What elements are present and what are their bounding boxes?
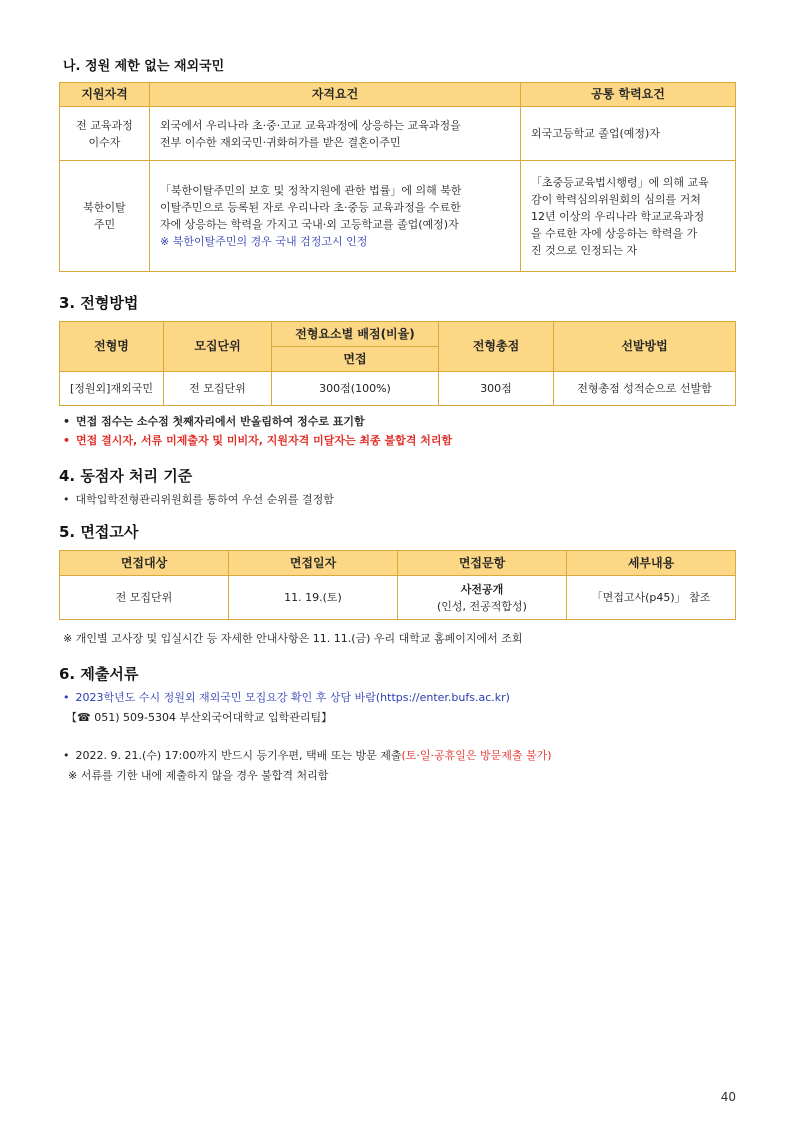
col-header-date: 면접일자	[229, 551, 398, 576]
selection-method-table	[59, 321, 736, 406]
col-header-items: 면접문항	[398, 551, 567, 576]
cell-interview: 300점(100%)	[272, 372, 439, 406]
table-row	[60, 161, 736, 272]
table-row	[60, 576, 736, 620]
col-header-requirement: 자격요건	[150, 83, 521, 107]
education-cell: 외국고등학교 졸업(예정)자	[521, 107, 736, 161]
bullet-item-warning: • 면접 결시자, 서류 미제출자 및 미비자, 지원자격 미달자는 최종 불합격 처리함	[63, 432, 452, 448]
cell-total: 300점	[439, 372, 554, 406]
qualification-table	[59, 82, 736, 272]
contact-line: 【☎ 051) 509-5304 부산외국어대학교 입학관리팀】	[66, 711, 333, 724]
col-header-name: 전형명	[60, 322, 164, 372]
col-header-unit: 모집단위	[164, 322, 272, 372]
bullet-item: • 대학입학전형관리위원회를 통하여 우선 순위를 결정함	[63, 491, 334, 507]
section-title: 6. 제출서류	[59, 665, 139, 683]
cell-method: 전형총점 성적순으로 선발함	[554, 372, 736, 406]
section-title: 4. 동점자 처리 기준	[59, 467, 193, 485]
subsection-title: 나. 정원 제한 없는 재외국민	[63, 59, 225, 74]
cell-items: 사전공개 (인성, 전공적합성)	[398, 576, 567, 620]
requirement-note: ※ 북한이탈주민의 경우 국내 검정고시 인정	[160, 235, 368, 248]
bullet-item-deadline: • 2022. 9. 21.(수) 17:00까지 반드시 등기우편, 택배 또는 방문 제출(토·일·공휴일은 방문제출 불가)	[63, 747, 552, 763]
col-header-method: 선발방법	[554, 322, 736, 372]
col-header-qualification: 지원자격	[60, 83, 150, 107]
col-header-education: 공통 학력요건	[521, 83, 736, 107]
deadline-exception: (토·일·공휴일은 방문제출 불가)	[401, 749, 552, 762]
cell-name: [정원외]재외국민	[60, 372, 164, 406]
section-title: 5. 면접고사	[59, 523, 139, 541]
bullet-item: • 면접 점수는 소수점 첫째자리에서 반올림하여 정수로 표기함	[63, 413, 365, 429]
col-header-detail: 세부내용	[567, 551, 736, 576]
page-number: 40	[720, 1090, 736, 1104]
qualification-cell: 북한이탈 주민	[60, 161, 150, 272]
table-row	[60, 107, 736, 161]
col-header-ratio: 전형요소별 배점(비율)	[272, 322, 439, 347]
cell-target: 전 모집단위	[60, 576, 229, 620]
requirement-cell: 「북한이탈주민의 보호 및 정착지원에 관한 법률」에 의해 북한 이탈주민으로 등록된 자로 우리나라 초·중등 교육과정을 수료한 자에 상응하는 학력을 가지고 국내·외 고등학교를 졸업(예정)자 ※ 북한이탈주민의 경우 국내 검정고시 인정	[150, 161, 521, 272]
cell-unit: 전 모집단위	[164, 372, 272, 406]
interview-note: ※ 개인별 고사장 및 입실시간 등 자세한 안내사항은 11. 11.(금) 우리 대학교 홈페이지에서 조회	[63, 632, 523, 645]
col-header-interview: 면접	[272, 347, 439, 372]
bullet-item-info: • 2023학년도 수시 정원외 재외국민 모집요강 확인 후 상담 바람(https://enter.bufs.ac.kr)	[63, 689, 510, 705]
interview-table	[59, 550, 736, 620]
cell-detail: 「면접고사(p45)」 참조	[567, 576, 736, 620]
col-header-target: 면접대상	[60, 551, 229, 576]
section-title: 3. 전형방법	[59, 294, 139, 312]
submission-note: ※ 서류를 기한 내에 제출하지 않을 경우 불합격 처리함	[68, 769, 329, 782]
col-header-total: 전형총점	[439, 322, 554, 372]
requirement-cell: 외국에서 우리나라 초·중·고교 교육과정에 상응하는 교육과정을 전부 이수한 재외국민·귀화허가를 받은 결혼이주민	[150, 107, 521, 161]
qualification-cell: 전 교육과정 이수자	[60, 107, 150, 161]
cell-date: 11. 19.(토)	[229, 576, 398, 620]
table-row	[60, 372, 736, 406]
education-cell: 「초중등교육법시행령」에 의해 교육 감이 학력심의위원회의 심의를 거쳐 12년 이상의 우리나라 학교교육과정 을 수료한 자에 상응하는 학력을 가 진 것으로 인정되는 자	[521, 161, 736, 272]
